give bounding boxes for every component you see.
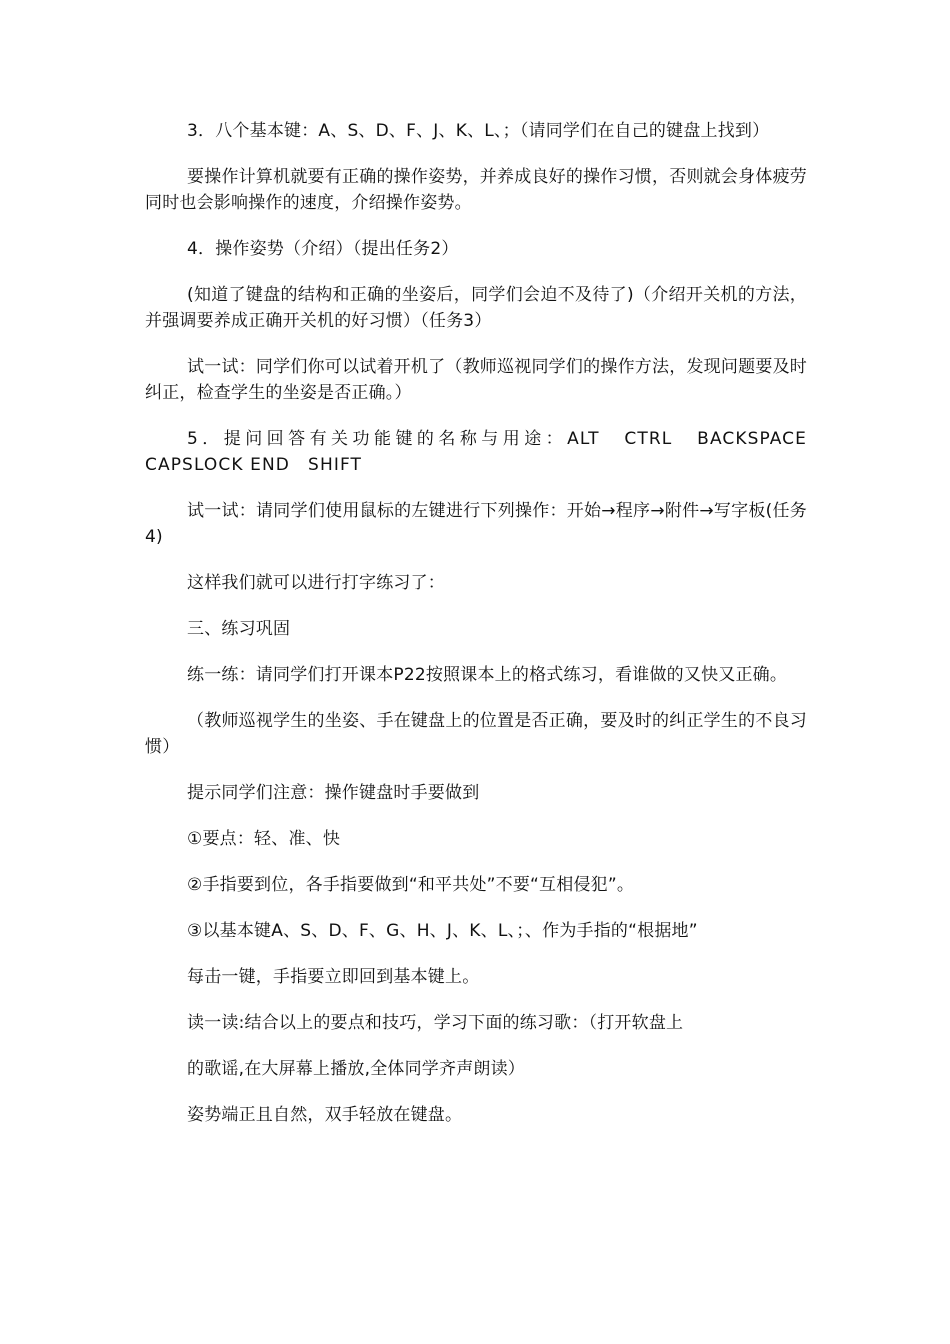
section-heading-practice: 三、练习巩固 <box>187 619 291 639</box>
list-item-home-keys: ③以基本键A、S、D、F、G、H、J、K、L、；、作为手指的“根据地” <box>187 921 698 941</box>
list-item-fingers-position: ②手指要到位，各手指要做到“和平共处”不要“互相侵犯”。 <box>187 875 635 895</box>
paragraph-try-boot: 试一试：同学们你可以试着开机了（教师巡视同学们的操作方法，发现问题要及时纠正，检查学生的坐姿是否正确。） <box>145 357 807 403</box>
paragraph-basic-keys: 3．八个基本键：A、S、D、F、J、K、L、；（请同学们在自己的键盘上找到） <box>187 121 770 141</box>
paragraph-reminder: 提示同学们注意：操作键盘时手要做到 <box>187 783 480 803</box>
paragraph-song-first-line: 姿势端正且自然，双手轻放在键盘。 <box>187 1105 463 1125</box>
paragraph-try-wordpad: 试一试：请同学们使用鼠标的左键进行下列操作：开始→程序→附件→写字板(任务4) <box>145 501 807 547</box>
paragraph-typing-ready: 这样我们就可以进行打字练习了： <box>187 573 445 593</box>
paragraph-return-home: 每击一键，手指要立即回到基本键上。 <box>187 967 480 987</box>
paragraph-posture-task: 4．操作姿势（介绍）（提出任务2） <box>187 239 459 259</box>
paragraph-function-keys: 5．提问回答有关功能键的名称与用途：ALT CTRL BACKSPACE CAPSLOCK END SHIFT <box>145 429 826 475</box>
paragraph-practice-exercise: 练一练：请同学们打开课本P22按照课本上的格式练习，看谁做的又快又正确。 <box>187 665 788 685</box>
paragraph-posture-intro: 要操作计算机就要有正确的操作姿势，并养成良好的操作习惯，否则就会身体疲劳同时也会影响操作的速度，介绍操作姿势。 <box>145 167 807 213</box>
paragraph-read-song: 读一读:结合以上的要点和技巧，学习下面的练习歌：（打开软盘上 <box>187 1013 684 1033</box>
list-item-key-points: ①要点：轻、准、快 <box>187 829 341 849</box>
paragraph-song-playback: 的歌谣,在大屏幕上播放,全体同学齐声朗读） <box>187 1059 526 1079</box>
paragraph-teacher-patrol: （教师巡视学生的坐姿、手在键盘上的位置是否正确，要及时的纠正学生的不良习惯） <box>145 711 807 757</box>
document-body <box>145 118 826 1148</box>
paragraph-power-on-off: (知道了键盘的结构和正确的坐姿后，同学们会迫不及待了)（介绍开关机的方法，并强调要养成正确开关机的好习惯）（任务3） <box>145 285 807 331</box>
